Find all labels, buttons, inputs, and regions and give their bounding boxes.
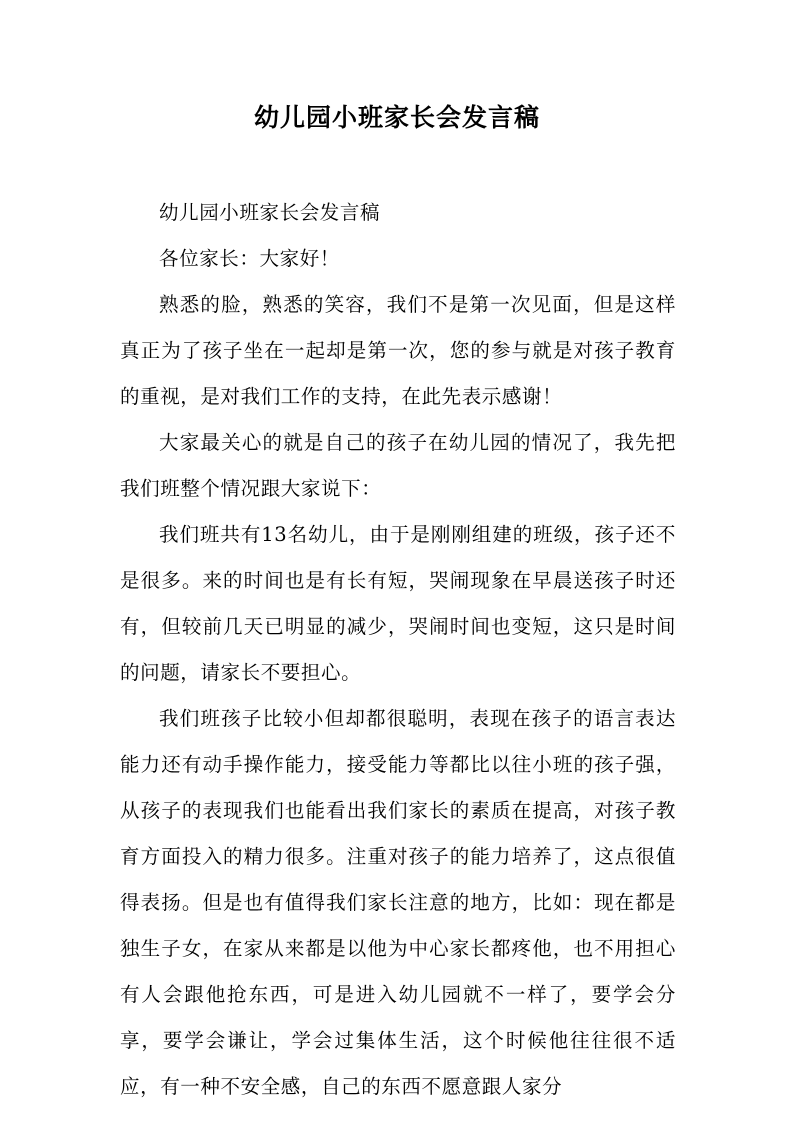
- document-title: 幼儿园小班家长会发言稿: [253, 103, 540, 132]
- paragraph: 我们班共有13名幼儿，由于是刚刚组建的班级，孩子还不是很多。来的时间也是有长有短，哭闹现象在早晨送孩子时还有，但较前几天已明显的减少，哭闹时间也变短，这只是时间的问题，请家长不要担心。: [120, 523, 676, 684]
- paragraph: 熟悉的脸，熟悉的笑容，我们不是第一次见面，但是这样真正为了孩子坐在一起却是第一次，您的参与就是对孩子教育的重视，是对我们工作的支持，在此先表示感谢！: [120, 293, 676, 408]
- paragraph-subtitle: 幼儿园小班家长会发言稿: [159, 201, 381, 224]
- document-body: [120, 190, 676, 1110]
- paragraph-greeting: 各位家长：大家好！: [159, 247, 340, 270]
- paragraph: 我们班孩子比较小但却都很聪明，表现在孩子的语言表达能力还有动手操作能力，接受能力等都比以往小班的孩子强，从孩子的表现我们也能看出我们家长的素质在提高，对孩子教育方面投入的精力很多。注重对孩子的能力培养了，这点很值得表扬。但是也有值得我们家长注意的地方，比如：现在都是独生子女，在家从来都是以他为中心家长都疼他，也不用担心有人会跟他抢东西，可是进入幼儿园就不一样了，要学会分享，要学会谦让，学会过集体生活，这个时候他往往很不适应，有一种不安全感，自己的东西不愿意跟人家分: [120, 707, 676, 1098]
- paragraph: 大家最关心的就是自己的孩子在幼儿园的情况了，我先把我们班整个情况跟大家说下：: [120, 431, 676, 500]
